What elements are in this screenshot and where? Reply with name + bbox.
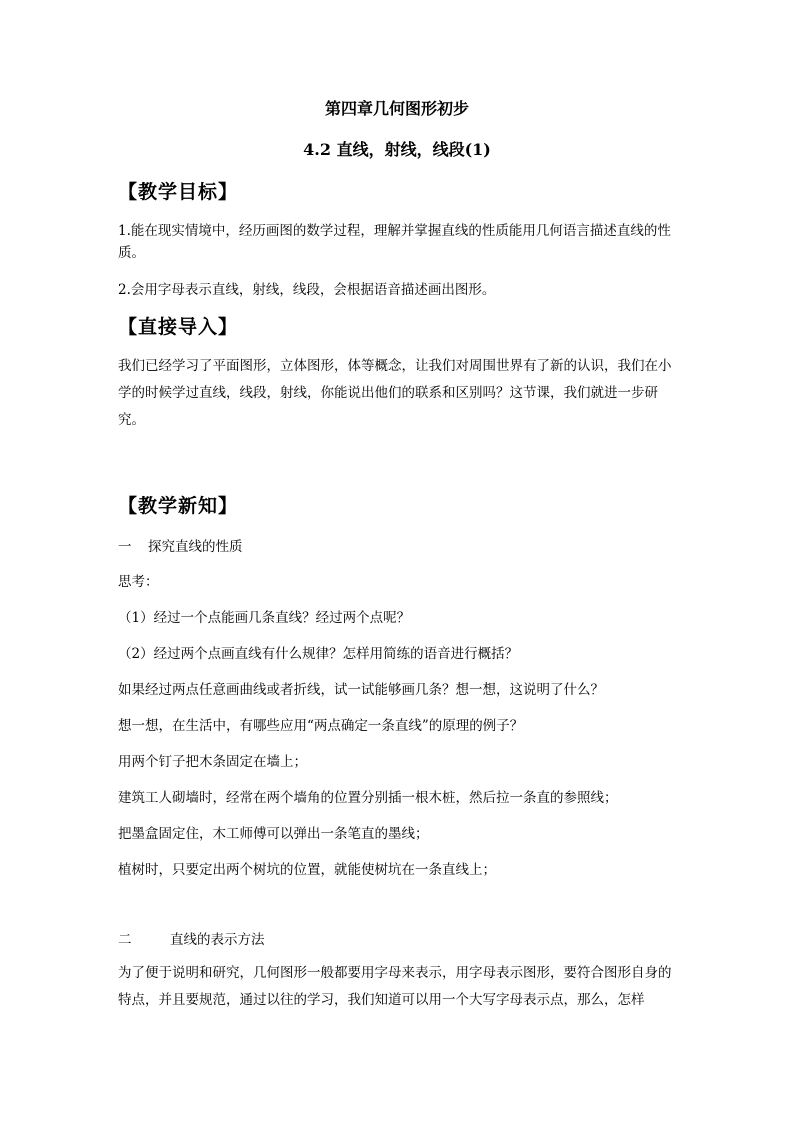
paragraph-curves: 如果经过两点任意画曲线或者折线，试一试能够画几条？想一想，这说明了什么？: [118, 682, 604, 698]
part2-text: 为了便于说明和研究，几何图形一般都要用字母来表示，用字母表示图形，要符合图形自身的特点，并且要规范，通过以往的学习，我们知道可以用一个大写字母表示点，那么，怎样: [118, 965, 672, 1008]
intro-text: 我们已经学习了平面图形，立体图形，体等概念，让我们对周围世界有了新的认识，我们在小学的时候学过直线，线段，射线，你能说出他们的联系和区别吗？这节课，我们就进一步研究。: [118, 358, 672, 428]
intro-heading: 【直接导入】: [118, 316, 239, 338]
paragraph-life-examples: 想一想，在生活中，有哪些应用“两点确定一条直线”的原理的例子？: [118, 718, 524, 734]
example-2: 建筑工人砌墙时，经常在两个墙角的位置分别插一根木桩，然后拉一条直的参照线；: [118, 790, 618, 806]
part2-number: 二: [118, 932, 132, 948]
goal-item-1: 1.能在现实情境中，经历画图的数学过程，理解并掌握直线的性质能用几何语言描述直线的性质。: [118, 223, 671, 261]
part2-title: 直线的表示方法: [170, 932, 265, 948]
example-3: 把墨盒固定住，木工师傅可以弹出一条笔直的墨线；: [118, 826, 429, 842]
goal-item-2: 2.会用字母表示直线，射线，线段，会根据语音描述画出图形。: [118, 282, 496, 298]
question-2: （2）经过两个点画直线有什么规律？怎样用简练的语音进行概括？: [118, 646, 519, 662]
part1-number: 一: [118, 539, 132, 555]
chapter-title: 第四章几何图形初步: [324, 99, 469, 118]
part2-subheading: [118, 930, 683, 950]
example-4: 植树时，只要定出两个树坑的位置，就能使树坑在一条直线上；: [118, 862, 496, 878]
goals-heading: 【教学目标】: [118, 181, 239, 203]
part1-subheading: [118, 537, 683, 557]
new-knowledge-heading: 【教学新知】: [118, 495, 239, 517]
example-1: 用两个钉子把木条固定在墙上；: [118, 754, 307, 770]
section-title: 4.2 直线，射线，线段(1): [303, 140, 491, 159]
question-1: （1）经过一个点能画几条直线？经过两个点呢？: [118, 610, 411, 626]
think-label: 思考：: [118, 574, 159, 590]
part1-title: 探究直线的性质: [148, 539, 243, 555]
